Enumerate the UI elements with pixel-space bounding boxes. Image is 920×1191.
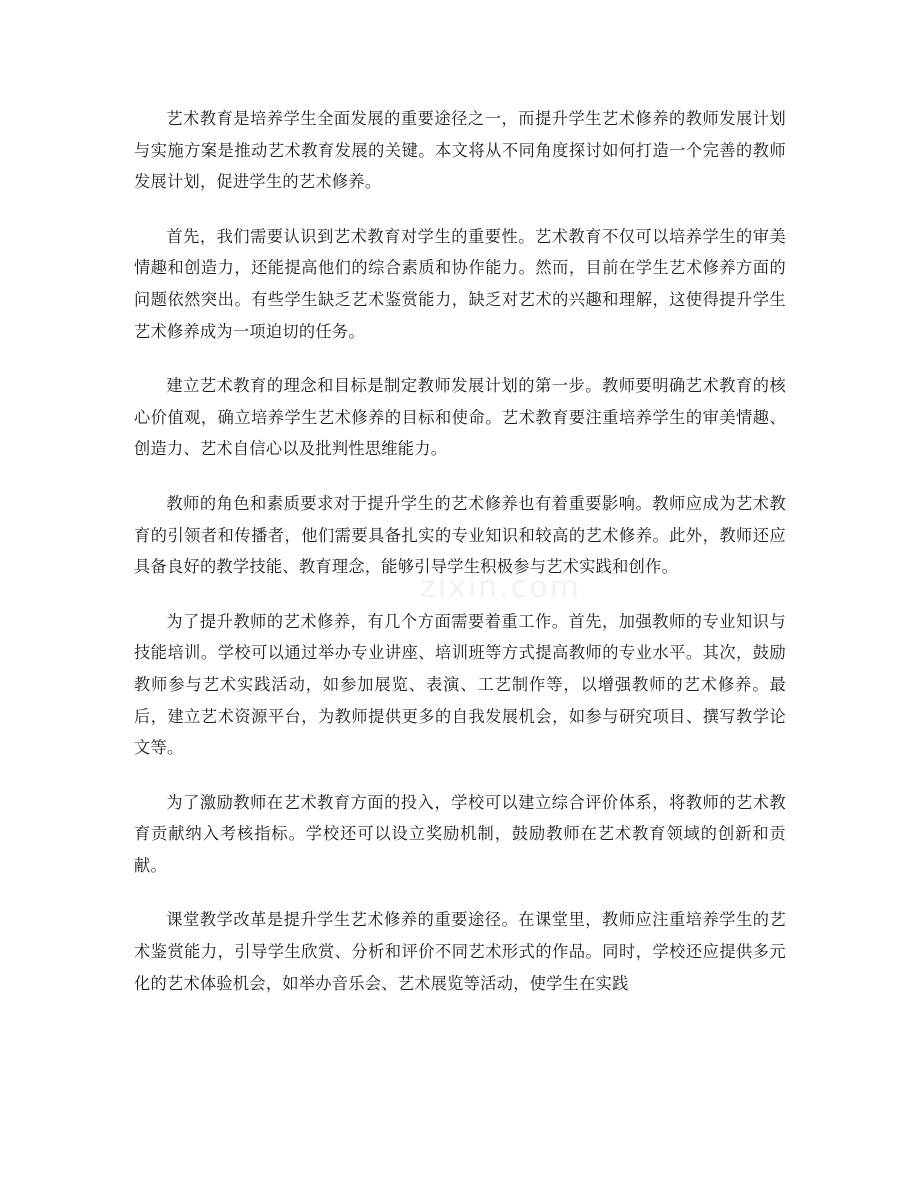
paragraph-4: 教师的角色和素质要求对于提升学生的艺术修养也有着重要影响。教师应成为艺术教育的引领者和传播者，他们需要具备扎实的专业知识和较高的艺术修养。此外，教师还应具备良好的教学技能、教育理念，能够引导学生积极参与艺术实践和创作。 [134,493,786,577]
paragraph-6: 为了激励教师在艺术教育方面的投入，学校可以建立综合评价体系，将教师的艺术教育贡献纳入考核指标。学校还可以设立奖励机制，鼓励教师在艺术教育领域的创新和贡献。 [134,792,786,875]
paragraph-5: 为了提升教师的艺术修养，有几个方面需要着重工作。首先，加强教师的专业知识与技能培训。学校可以通过举办专业讲座、培训班等方式提高教师的专业水平。其次，鼓励教师参与艺术实践活动，如参加展览、表演、工艺制作等，以增强教师的艺术修养。最后，建立艺术资源平台，为教师提供更多的自我发展机会，如参与研究项目、撰写教学论文等。 [134,611,786,758]
paragraph-2: 首先，我们需要认识到艺术教育对学生的重要性。艺术教育不仅可以培养学生的审美情趣和创造力，还能提高他们的综合素质和协作能力。然而，目前在学生艺术修养方面的问题依然突出。有些学生缺乏艺术鉴赏能力，缺乏对艺术的兴趣和理解，这使得提升学生艺术修养成为一项迫切的任务。 [134,226,786,341]
paragraph-7: 课堂教学改革是提升学生艺术修养的重要途径。在课堂里，教师应注重培养学生的艺术鉴赏能力，引导学生欣赏、分析和评价不同艺术形式的作品。同时，学校还应提供多元化的艺术体验机会，如举办音乐会、艺术展览等活动，使学生在实践 [134,910,786,993]
watermark: zixin.com [420,570,581,605]
paragraph-3: 建立艺术教育的理念和目标是制定教师发展计划的第一步。教师要明确艺术教育的核心价值观，确立培养学生艺术修养的目标和使命。艺术教育要注重培养学生的审美情趣、创造力、艺术自信心以及批判性思维能力。 [134,376,786,459]
document-body [134,103,786,1022]
paragraph-1: 艺术教育是培养学生全面发展的重要途径之一，而提升学生艺术修养的教师发展计划与实施方案是推动艺术教育发展的关键。本文将从不同角度探讨如何打造一个完善的教师发展计划，促进学生的艺术修养。 [134,109,786,192]
